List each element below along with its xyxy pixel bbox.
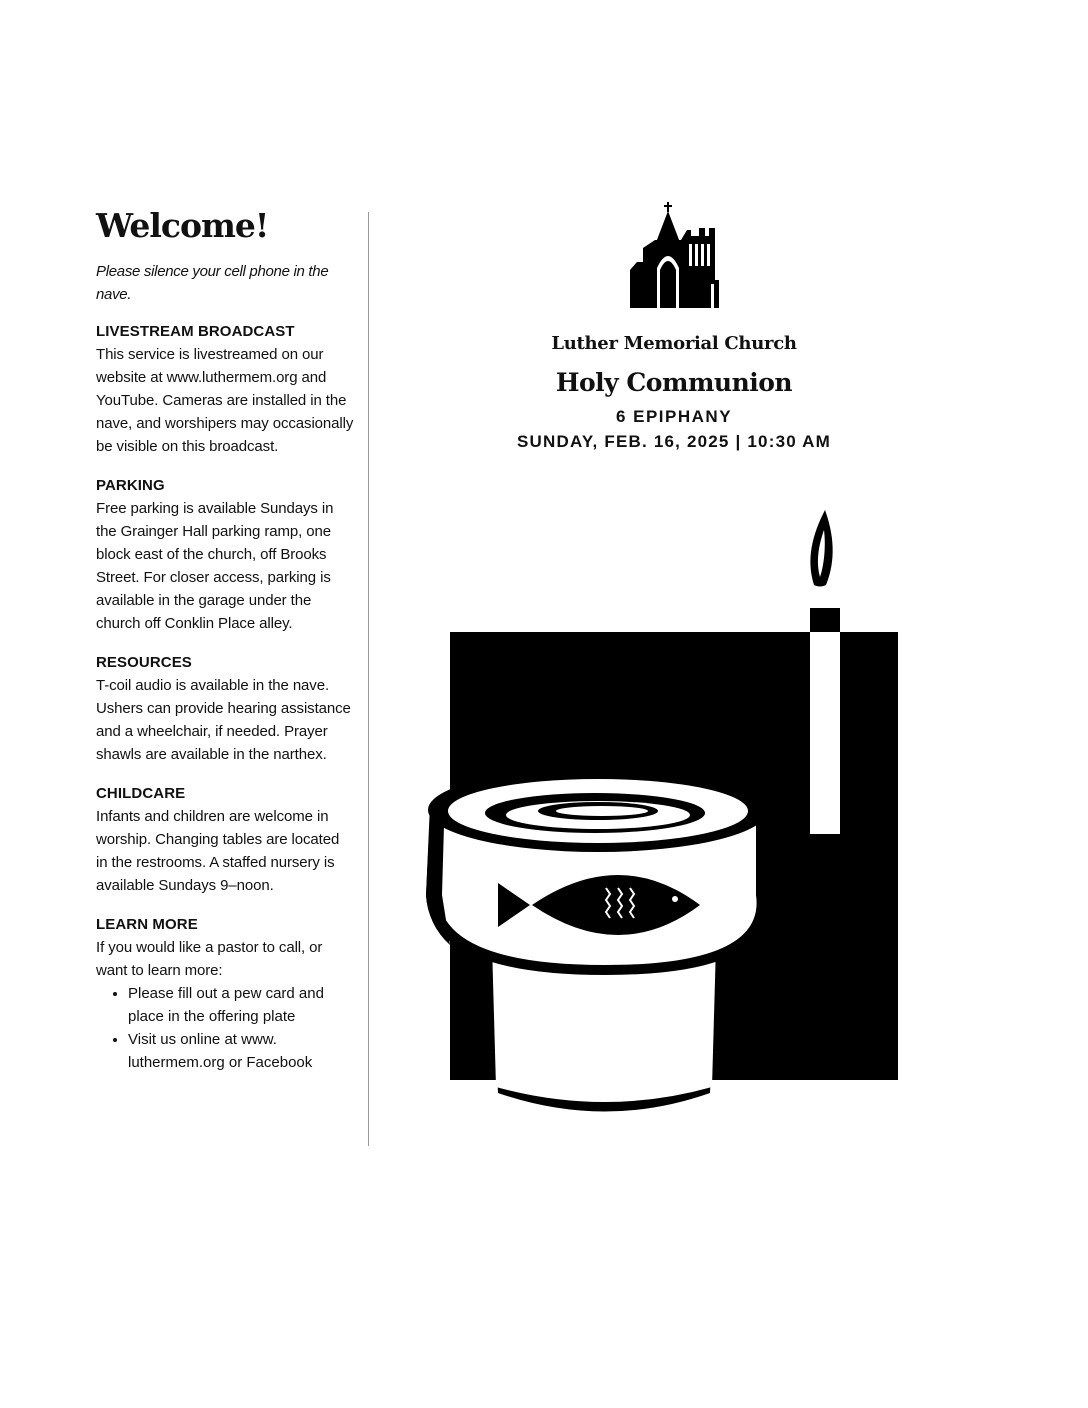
service-date: SUNDAY, FEB. 16, 2025 | 10:30 AM <box>516 432 832 451</box>
section-heading: LEARN MORE <box>96 915 198 933</box>
church-building-icon <box>625 200 725 310</box>
welcome-column <box>96 206 354 1090</box>
service-title: Holy Communion <box>555 368 793 397</box>
section-resources <box>96 651 354 766</box>
section-heading: LIVESTREAM BROADCAST <box>96 322 295 340</box>
section-parking <box>96 474 354 635</box>
section-heading: PARKING <box>96 476 165 494</box>
section-body: T-coil audio is available in the nave. Ushers can provide hearing assistance and a wheelchair, if needed. Prayer shawls are available in the narthex. <box>96 676 351 763</box>
section-body: This service is livestreamed on our website at www.luthermem.org and YouTube. Cameras are installed in the nave, and worshipers may occasionally be visible on this broadcast. <box>96 345 354 455</box>
silence-phone-note: Please silence your cell phone in the nave. <box>96 262 329 303</box>
liturgical-sunday: 6 EPIPHANY <box>615 407 733 426</box>
section-body: Free parking is available Sundays in the Grainger Hall parking ramp, one block east of the church, off Brooks Street. For closer access, parking is available in the garage under the church off Conklin Place alley. <box>96 499 334 632</box>
welcome-title: Welcome! <box>96 206 269 245</box>
learn-more-list <box>96 982 354 1074</box>
section-heading: CHILDCARE <box>96 784 186 802</box>
column-divider <box>368 212 369 1146</box>
list-item: • Please fill out a pew card and place in the offering plate <box>128 982 354 1028</box>
church-name: Luther Memorial Church <box>551 333 797 354</box>
section-childcare <box>96 782 354 897</box>
section-livestream <box>96 320 354 458</box>
section-heading: RESOURCES <box>96 653 192 671</box>
section-body: Infants and children are welcome in worship. Changing tables are located in the restrooms. A staffed nursery is available Sundays 9–noon. <box>96 807 340 894</box>
list-item: • Visit us online at www. luthermem.org or Facebook <box>128 1028 354 1074</box>
section-body: If you would like a pastor to call, or want to learn more: <box>96 938 323 979</box>
font-candle-fish-illustration <box>420 505 910 1125</box>
section-learn-more <box>96 913 354 1074</box>
